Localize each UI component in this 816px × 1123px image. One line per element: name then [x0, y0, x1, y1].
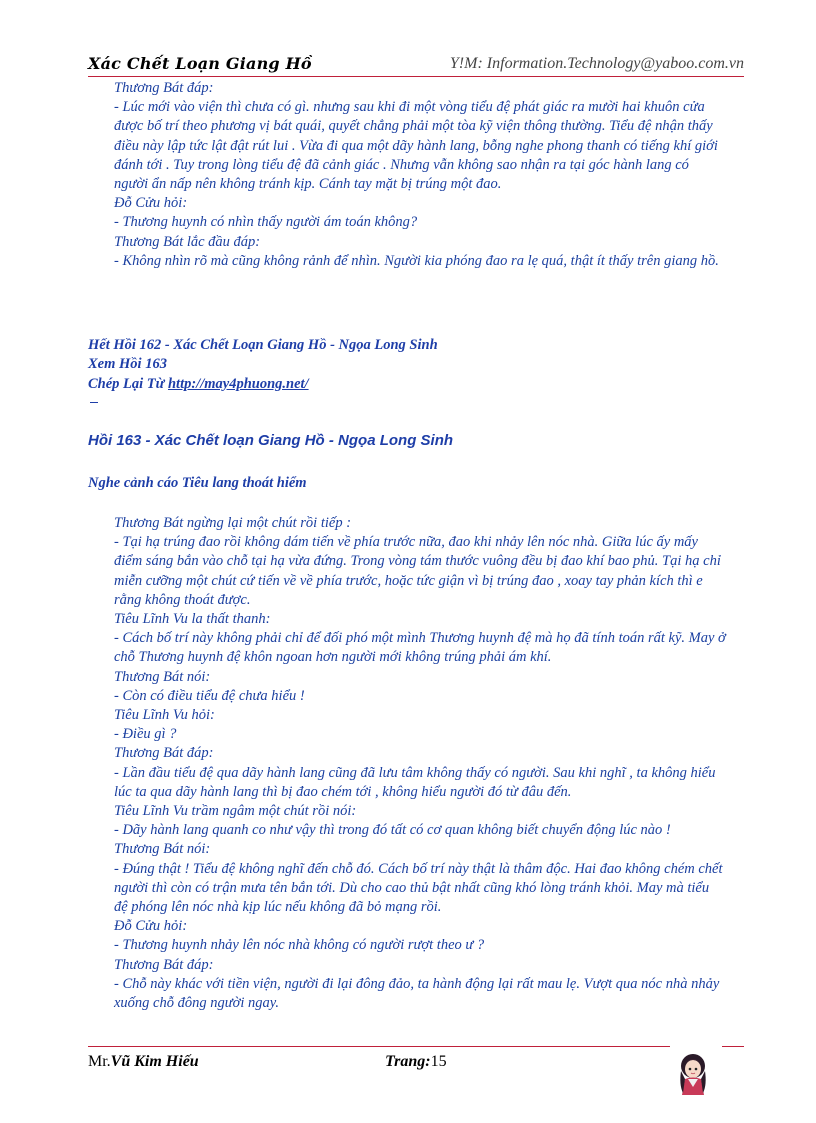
paragraph: - Chỗ này khác với tiền viện, người đi lại đông đảo, ta hành động lại rất mau lẹ. Vượt qua nóc nhà nhảy xuống chỗ đông người ngay. — [114, 975, 720, 1012]
paragraph: - Lần đầu tiểu đệ qua dãy hành lang cũng đã lưu tâm không thấy có người. Sau khi nghĩ , ta không hiểu lúc ta qua dãy hành lang thì bị đao chém tới , không hiểu người đó từ đâu đến. — [114, 764, 716, 800]
paragraph: Thương Bát nói: — [114, 668, 211, 685]
paragraph: - Cách bố trí này không phải chỉ để đối phó một mình Thương huynh đệ mà họ đã tính toán rất kỹ. May ở chỗ Thương huynh đệ khôn ngoan hơn người mới không trúng phải ám khí. — [114, 630, 726, 666]
author-prefix: Mr. — [88, 1053, 111, 1070]
paragraph: Thương Bát đáp: — [114, 956, 214, 973]
paragraph: Đỗ Cửu hỏi: — [114, 195, 188, 212]
chapter-title: Hồi 163 - Xác Chết loạn Giang Hồ - Ngọa Long Sinh — [88, 432, 454, 449]
paragraph: - Dãy hành lang quanh co như vậy thì trong đó tất có cơ quan không biết chuyển động lúc nào ! — [114, 822, 671, 839]
paragraph: - Không nhìn rõ mà cũng không rảnh để nhìn. Người kia phóng đao ra lẹ quá, thật ít thấy trên giang hồ. — [114, 252, 719, 269]
header-email: Y!M: Information.Technology@yaboo.com.vn — [449, 55, 744, 72]
paragraph: - Còn có điều tiểu đệ chưa hiểu ! — [114, 687, 305, 704]
paragraph: Thương Bát đáp: — [114, 80, 214, 96]
paragraph: - Lúc mới vào viện thì chưa có gì. nhưng sau khi đi một vòng tiểu đệ phát giác ra mười hai khuôn cửa được bố trí theo phương vị bát quái, quyết chẳng phải một tòa kỹ viện thông thường. Tiểu đệ nhận thấy điều này lập tức lật đật rút lui . Vừa đi qua một dãy hành lang, bỗng nghe phong thanh có tiếng khí giới đánh tới . Tuy trong lòng tiểu đệ đã cảnh giác . Nhưng vẫn không sao nhận ra tại góc hành lang có người ẩn nấp nên không tránh kịp. Cánh tay mặt bị trúng một đao. — [114, 99, 718, 193]
paragraph: - Thương huynh có nhìn thấy người ám toán không? — [114, 214, 418, 231]
paragraph: Tiêu Lĩnh Vu trầm ngâm một chút rồi nói: — [114, 803, 357, 820]
paragraph: Thương Bát ngừng lại một chút rồi tiếp : — [114, 515, 352, 531]
separator-dash — [90, 402, 98, 403]
paragraph: Thương Bát nói: — [114, 841, 211, 858]
source-line — [88, 376, 309, 393]
header-divider — [88, 76, 744, 77]
paragraph: Thương Bát lắc đầu đáp: — [114, 233, 261, 250]
source-link[interactable]: http://may4phuong.net/ — [167, 376, 309, 392]
paragraph: - Thương huynh nhảy lên nóc nhà không có người rượt theo ư ? — [114, 937, 485, 954]
end-chapter-line: Hết Hồi 162 - Xác Chết Loạn Giang Hồ - Ngọa Long Sinh — [88, 337, 438, 353]
paragraph: - Điều gì ? — [114, 726, 177, 743]
page-number: 15 — [430, 1053, 447, 1070]
top-text-block — [114, 79, 726, 271]
chapter-body — [114, 514, 726, 1013]
paragraph: Đỗ Cửu hỏi: — [114, 918, 188, 935]
anime-character-icon — [676, 1051, 710, 1097]
paragraph: Tiêu Lĩnh Vu la thất thanh: — [114, 611, 271, 628]
footer-divider — [88, 1046, 670, 1047]
paragraph: - Tại hạ trúng đao rồi không dám tiến về phía trước nữa, đao khi nhảy lên nóc nhà. Giữa lúc ấy mấy điểm sáng bắn vào chỗ tại hạ vừa đứng. Trong vòng tám thước vuông đều bị đao khí bao phủ. Tại hạ chỉ miễn cưỡng một chút cứ tiến về về phía trước, hoặc tức giận vì bị trúng đao , xoay tay phản kích thì e rằng không thoát được. — [114, 534, 721, 608]
footer-page — [385, 1053, 447, 1071]
paragraph: Tiêu Lĩnh Vu hỏi: — [114, 707, 215, 724]
source-label: Chép Lại Từ — [88, 376, 168, 392]
footer-divider-right — [722, 1046, 744, 1047]
footer-author — [88, 1053, 199, 1071]
brand-logo-text: Xác Chết Loạn Giang Hồ — [88, 54, 312, 73]
page-label: Trang: — [385, 1053, 431, 1070]
author-name: Vũ Kim Hiếu — [110, 1053, 199, 1070]
paragraph: - Đúng thật ! Tiểu đệ không nghĩ đến chỗ đó. Cách bố trí này thật là thâm độc. Hai đao không chém chết người thì còn có trận mưa tên bắn tới. Dù cho cao thủ bật nhất cũng khó lòng tránh khỏi. May mà tiểu đệ phóng lên nóc nhà kịp lúc nếu không đã bỏ mạng rồi. — [114, 860, 723, 916]
next-chapter-line: Xem Hồi 163 — [88, 356, 167, 372]
chapter-subtitle: Nghe cảnh cáo Tiêu lang thoát hiểm — [88, 475, 307, 491]
paragraph: Thương Bát đáp: — [114, 745, 214, 762]
